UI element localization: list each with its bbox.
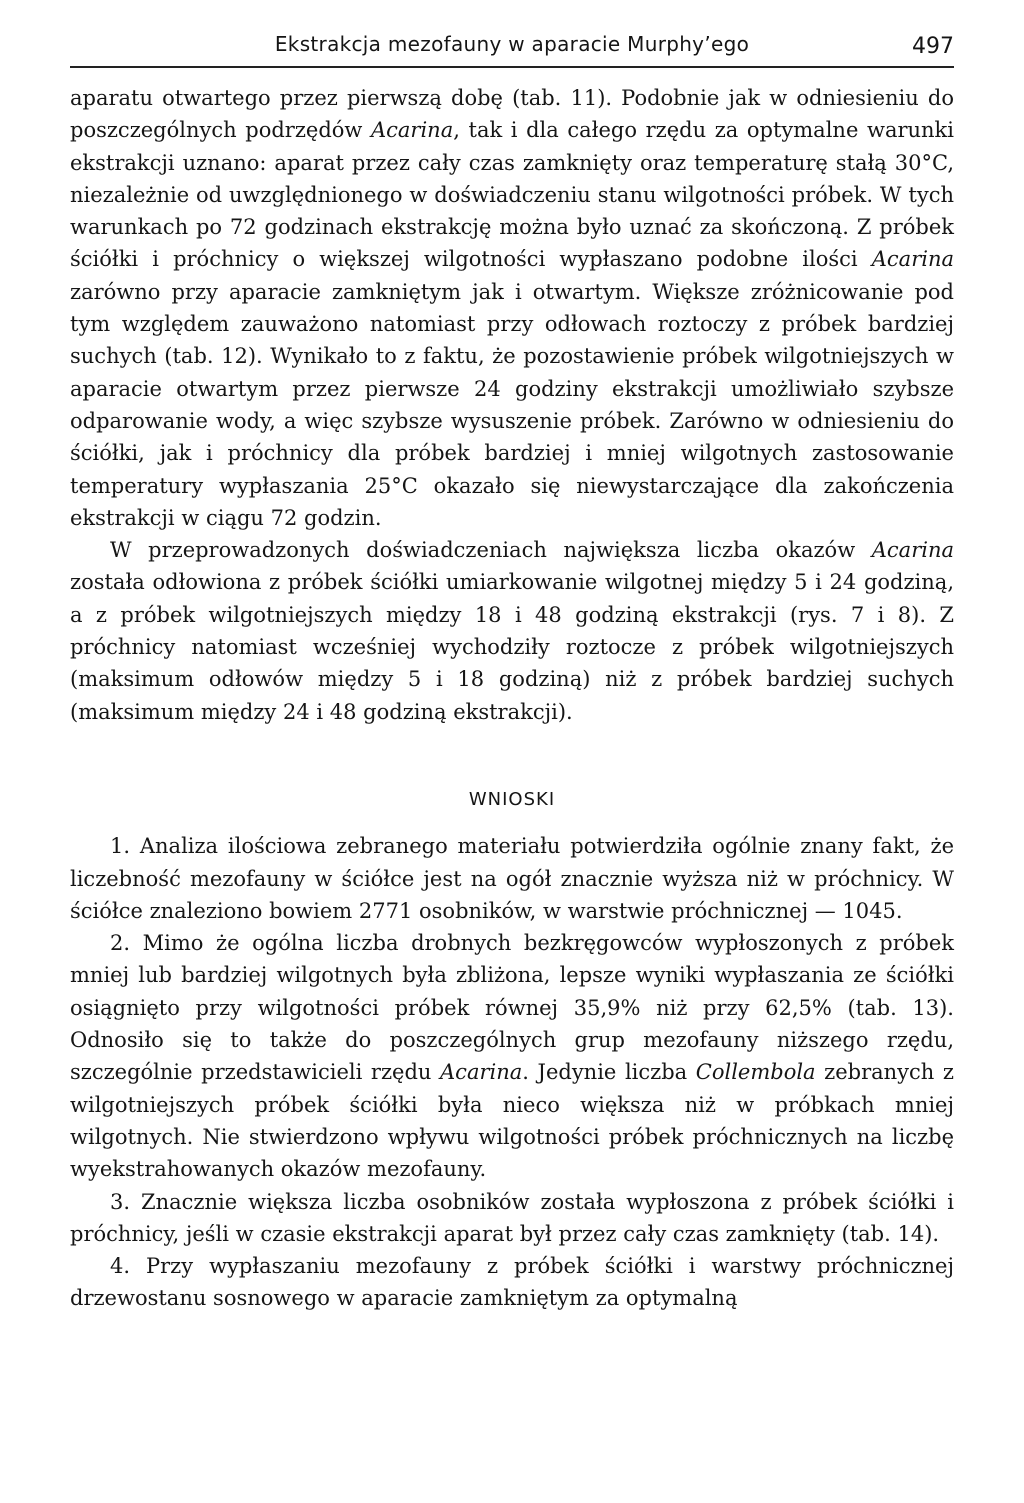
conclusion-item	[70, 1186, 954, 1251]
page-number: 497	[912, 34, 954, 59]
text-run: . Jedynie liczba	[522, 1060, 696, 1085]
taxon-name: Acarina	[440, 1060, 523, 1085]
taxon-name: Collembola	[695, 1060, 816, 1085]
running-title: Ekstrakcja mezofauny w aparacie Murphy’ego	[274, 32, 750, 56]
conclusion-item	[70, 830, 954, 927]
taxon-name: Acarina	[871, 538, 954, 563]
page-header	[70, 30, 954, 68]
text-run: 4. Przy wypłaszaniu mezofauny z próbek ściółki i warstwy próchnicznej drzewostanu sosnowego w aparacie zamkniętym za optymalną	[70, 1254, 954, 1311]
section-heading: WNIOSKI	[468, 788, 556, 810]
text-run: aparatu otwartego przez pierwszą dobę (tab. 11). Podobnie jak w odniesieniu do poszczególnych podrzędów	[70, 86, 954, 143]
text-run: zarówno przy aparacie zamkniętym jak i otwartym. Większe zróżnicowanie pod tym względem zauważono natomiast przy odłowach roztoczy z próbek bardziej suchych (tab. 12). Wynikało to z faktu, że pozostawienie próbek wilgotniejszych w aparacie otwartym przez pierwsze 24 godziny ekstrakcji umożliwiało szybsze odparowanie wody, a więc szybsze wysuszenie próbek. Zarówno w odniesieniu do ściółki, jak i próchnicy dla próbek bardziej i mniej wilgotnych zastosowanie temperatury wypłaszania 25°C okazało się niewystarczające dla zakończenia ekstrakcji w ciągu 72 godzin.	[70, 279, 954, 530]
taxon-name: Acarina	[370, 118, 454, 143]
text-run: , tak i dla całego rzędu za optymalne warunki ekstrakcji uznano: aparat przez cały czas zamknięty oraz temperaturę stałą 30°C, niezależnie od uwzględnionego w doświadczeniu stanu wilgotności próbek. W tych warunkach po 72 godzinach ekstrakcję można było uznać za skończoną. Z próbek ściółki i próchnicy o większej wilgotności wypłaszano podobne ilości	[70, 118, 954, 272]
conclusion-item	[70, 1250, 954, 1315]
text-run: zebranych z wilgotniejszych próbek ściółki była nieco większa niż w próbkach mniej wilgotnych. Nie stwierdzono wpływu wilgotności próbek próchnicznych na liczbę wyekstrahowanych okazów mezofauny.	[70, 1060, 954, 1182]
text-run: W przeprowadzonych doświadczeniach największa liczba okazów	[110, 538, 872, 563]
paragraph	[70, 534, 954, 728]
body-text	[70, 82, 954, 1315]
text-run: została odłowiona z próbek ściółki umiarkowanie wilgotnej między 5 i 24 godziną, a z próbek wilgotniejszych między 18 i 48 godziną ekstrakcji (rys. 7 i 8). Z próchnicy natomiast wcześniej wychodziły roztocze z próbek wilgotniejszych (maksimum odłowów między 5 i 18 godziną) niż z próbek bardziej suchych (maksimum między 24 i 48 godziną ekstrakcji).	[70, 570, 954, 724]
text-run: 3. Znacznie większa liczba osobników została wypłoszona z próbek ściółki i próchnicy, jeśli w czasie ekstrakcji aparat był przez cały czas zamknięty (tab. 14).	[70, 1189, 954, 1246]
text-run: 2. Mimo że ogólna liczba drobnych bezkręgowców wypłoszonych z próbek mniej lub bardziej wilgotnych była zbliżona, lepsze wyniki wypłaszania ze ściółki osiągnięto przy wilgotności próbek równej 35,9% niż przy 62,5% (tab. 13). Odnosiło się to także do poszczególnych grup mezofauny niższego rzędu, szczególnie przedstawicieli rzędu	[70, 931, 954, 1085]
conclusion-item	[70, 927, 954, 1185]
paragraph	[70, 82, 954, 534]
taxon-name: Acarina	[871, 247, 954, 272]
text-run: 1. Analiza ilościowa zebranego materiału potwierdziła ogólnie znany fakt, że liczebność mezofauny w ściółce jest na ogół znacznie wyższa niż w próchnicy. W ściółce znaleziono bowiem 2771 osobników, w warstwie próchnicznej — 1045.	[70, 834, 954, 923]
